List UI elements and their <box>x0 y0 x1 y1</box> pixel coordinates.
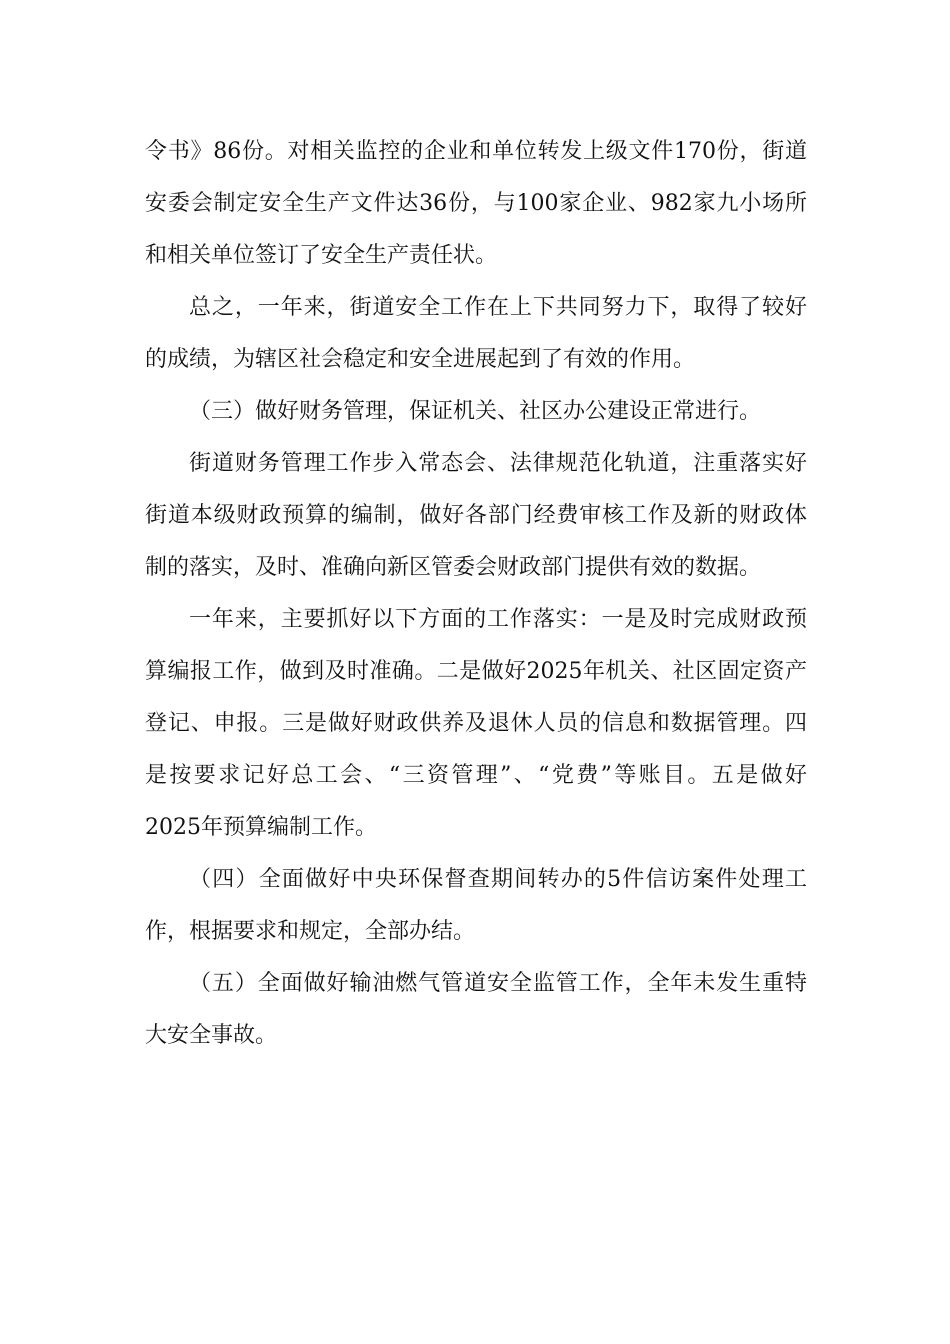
text-line: 总之，一年来，街道安全工作在上下共同努力下，取得了较好 <box>189 295 807 320</box>
paragraph <box>145 958 807 1062</box>
text-line: 一年来，主要抓好以下方面的工作落实：一是及时完成财政预 <box>189 607 807 632</box>
paragraph <box>145 854 807 958</box>
text-line: 街道本级财政预算的编制，做好各部门经费审核工作及新的财政体 <box>145 503 807 528</box>
text-line: 令书》86份。对相关监控的企业和单位转发上级文件170份，街道 <box>145 139 807 164</box>
text-line: 和相关单位签订了安全生产责任状。 <box>145 243 498 268</box>
paragraph <box>145 282 807 386</box>
text-line: 的成绩，为辖区社会稳定和安全进展起到了有效的作用。 <box>145 347 696 372</box>
text-line: 街道财务管理工作步入常态会、法律规范化轨道，注重落实好 <box>189 451 807 476</box>
paragraph <box>145 594 807 854</box>
text-line: 2025年预算编制工作。 <box>145 815 377 840</box>
text-line: 是按要求记好总工会、“三资管理”、“党费”等账目。五是做好 <box>145 763 807 788</box>
text-line: （三）做好财务管理，保证机关、社区办公建设正常进行。 <box>189 399 762 424</box>
text-line: 作，根据要求和规定，全部办结。 <box>145 919 476 944</box>
text-line: 安委会制定安全生产文件达36份，与100家企业、982家九小场所 <box>145 191 807 216</box>
section-heading <box>145 386 807 438</box>
document-body <box>145 126 807 1062</box>
text-line: 算编报工作，做到及时准确。二是做好2025年机关、社区固定资产 <box>145 659 807 684</box>
text-line: 制的落实，及时、准确向新区管委会财政部门提供有效的数据。 <box>145 555 762 580</box>
text-line: 登记、申报。三是做好财政供养及退休人员的信息和数据管理。四 <box>145 711 807 736</box>
paragraph <box>145 438 807 594</box>
text-line: （五）全面做好输油燃气管道安全监管工作，全年未发生重特 <box>189 971 807 996</box>
paragraph <box>145 126 807 282</box>
text-line: 大安全事故。 <box>145 1023 278 1048</box>
text-line: （四）全面做好中央环保督查期间转办的5件信访案件处理工 <box>189 867 807 892</box>
